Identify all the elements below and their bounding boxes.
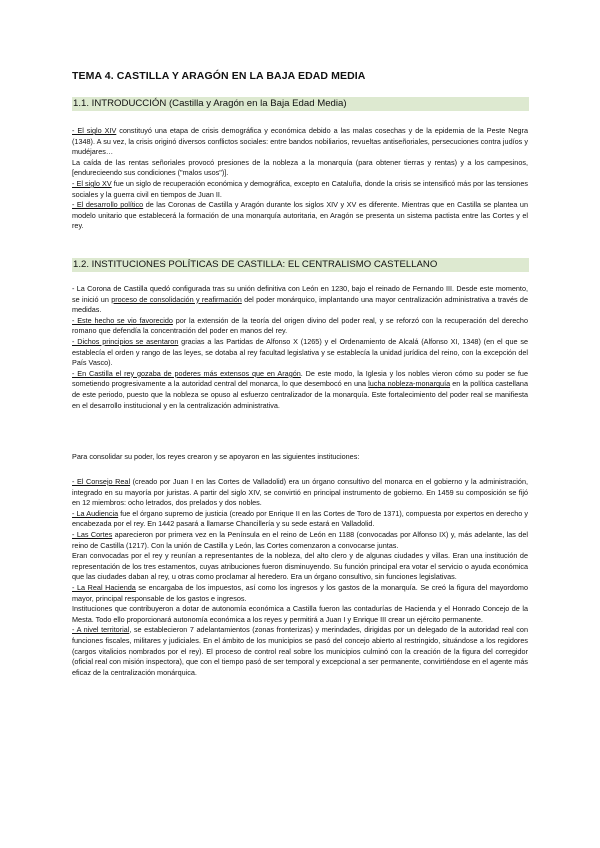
underlined-phrase: proceso de consolidación y reafirmación bbox=[111, 294, 242, 304]
paragraph-text: constituyó una etapa de crisis demográfica y económica debido a las malas cosechas y de la epidemia de la Peste Negra (1348). A su vez, la crisis originó diversos conflictos sociales: entre bandos nobiliarios, revueltas antiseñoriales, persecuciones contra judíos y mudéjares… bbox=[72, 126, 528, 157]
paragraph: - La Corona de Castilla quedó configurada tras su unión definitiva con León en 1230, bajo el reinado de Fernando III. Desde este momento, se inició un proceso de consolidación y reafirmación del poder monárquico, implantando una mayor centralización administrativa a través de medidas. bbox=[72, 284, 528, 315]
paragraph: - Dichos principios se asentaron gracias a las Partidas de Alfonso X (1265) y el Ordenamiento de Alcalá (Alfonso XI, 1348) (en el que se establecía el orden y rango de las leyes, se dotaba al rey facultad legislativa y se establecía la unidad jurídica del reino, con la excepción del País Vasco). bbox=[72, 336, 528, 368]
document-title: TEMA 4. CASTILLA Y ARAGÓN EN LA BAJA EDAD MEDIA bbox=[72, 70, 366, 82]
underlined-lead: - A nivel territorial bbox=[72, 625, 130, 635]
section-body-introduccion bbox=[72, 126, 528, 232]
paragraph: Eran convocadas por el rey y reunían a representantes de la nobleza, del alto clero y de algunas ciudades y villas. Eran una institución de representación de los tres estamentos, cuyas atribuciones fueron disminuyendo. Su función principal era votar el servicio o ayuda económica que las ciudades daban al rey, u otras como proclamar al heredero. Era un órgano consultivo, sin funciones legislativas. bbox=[72, 551, 528, 582]
list-item: - La Real Hacienda se encargaba de los impuestos, así como los ingresos y los gastos de la monarquía. Se creó la figura del mayordomo mayor, principal responsable de los gastos e ingresos. bbox=[72, 582, 528, 603]
intro-line bbox=[72, 452, 528, 463]
paragraph bbox=[72, 126, 528, 158]
underlined-phrase: lucha nobleza-monarquía bbox=[368, 379, 451, 389]
underlined-lead: - En Castilla el rey gozaba de poderes más extensos que en Aragón bbox=[72, 368, 301, 378]
underlined-lead: - El Consejo Real bbox=[72, 477, 131, 486]
list-item: - El Consejo Real (creado por Juan I en las Cortes de Valladolid) era un órgano consultivo del monarca en el gobierno y la administración, integrado en su mayoría por juristas. A partir del siglo XIV, se convirtió en principal instrumento de gobierno. En 1459 su composición se fijó en 12 miembros: ocho letrados, dos prelados y dos nobles. bbox=[72, 477, 528, 508]
underlined-lead: - Este hecho se vio favorecido bbox=[72, 315, 173, 325]
underlined-lead: - El siglo XIV bbox=[72, 126, 117, 135]
paragraph: - En Castilla el rey gozaba de poderes más extensos que en Aragón. De este modo, la Iglesia y los nobles vieron cómo su poder se fue sometiendo progresivamente a la autoridad central del monarca, lo que desembocó en una lucha nobleza-monarquía en la política castellana de este periodo, puesto que la nobleza se opuso al esfuerzo centralizador de la monarquía. Este fortalecimiento del poder real se manifiesta en el desarrollo institucional y en la centralización administrativa. bbox=[72, 368, 529, 410]
section-heading-instituciones: 1.2. INSTITUCIONES POLÍTICAS DE CASTILLA: EL CENTRALISMO CASTELLANO bbox=[72, 258, 529, 272]
underlined-lead: - Las Cortes bbox=[72, 529, 113, 539]
paragraph: Para consolidar su poder, los reyes crearon y se apoyaron en las siguientes instituciones: bbox=[72, 452, 360, 461]
paragraph-text: de las Coronas de Castilla y Aragón durante los siglos XIV y XV es diferente. Mientras que en Castilla se plantea un modelo unitario que establecerá la formación de una monarquía autoritaria, en Aragón se presenta un sistema pactista entre las Cortes y el rey. bbox=[72, 200, 528, 231]
section-body-instituciones bbox=[72, 284, 528, 411]
underlined-lead: - El desarrollo político bbox=[72, 200, 144, 210]
list-item: - Las Cortes aparecieron por primera vez en la Península en el reino de León en 1188 (convocadas por Alfonso IX) y, más adelante, las del reino de Castilla (1217). Con la unión de Castilla y León, las Cortes comenzaron a convocarse juntas. bbox=[72, 529, 528, 550]
list-item: - A nivel territorial, se establecieron 7 adelantamientos (zonas fronterizas) y merindades, dirigidas por un delegado de la autoridad real con funciones fiscales, militares y judiciales. En el ámbito de los municipios se pasó del concejo abierto al restringido, situándose a los regidores (cargos vitalicios nombrados por el rey). El proceso de control real sobre los municipios culminó con la creación de la figura del corregidor (oficial real con misión inspectora), que con el tiempo pasó de ser temporal y excepcional a ser permanente, convirtiéndose en el agente más eficaz de la centralización monárquica. bbox=[72, 625, 528, 677]
paragraph: La caída de las rentas señoriales provocó presiones de la nobleza a la monarquía (para obtener tierras y rentas) y a los campesinos, [endurecieendo sus condiciones ("malos usos")]. bbox=[72, 157, 528, 178]
paragraph: - Este hecho se vio favorecido por la extensión de la teoría del origen divino del poder real, y se reforzó con la recuperación del derecho romano que defendía la concentración del poder en manos del rey. bbox=[72, 315, 529, 336]
underlined-lead: - El siglo XV bbox=[72, 178, 112, 188]
underlined-lead: - La Real Hacienda bbox=[72, 582, 136, 592]
institutions-list bbox=[72, 477, 528, 678]
underlined-lead: - Dichos principios se asentaron bbox=[72, 336, 179, 346]
section-heading-introduccion: 1.1. INTRODUCCIÓN (Castilla y Aragón en la Baja Edad Media) bbox=[72, 97, 529, 111]
paragraph bbox=[72, 179, 528, 200]
paragraph bbox=[72, 200, 528, 232]
paragraph: Instituciones que contribuyeron a dotar de autonomía económica a Castilla fueron las contadurías de Hacienda y el Honrado Concejo de la Mesta. Todo ello proporcionará autonomía económica a los reyes y permitirá a Juan I y Enrique III crear un ejército permanente. bbox=[72, 604, 528, 624]
list-item: - La Audiencia fue el órgano supremo de justicia (creado por Enrique II en las Cortes de Toro de 1371), compuesta por expertos en derecho y encabezada por el rey. En 1442 pasará a llamarse Chancillería y su sede estará en Valladolid. bbox=[72, 508, 528, 529]
paragraph-text: fue un siglo de recuperación económica y demográfica, excepto en Cataluña, donde la crisis se intensificó más por las tensiones sociales y la guerra civil en tiempos de Juan II. bbox=[72, 178, 528, 199]
underlined-lead: - La Audiencia bbox=[72, 508, 119, 518]
